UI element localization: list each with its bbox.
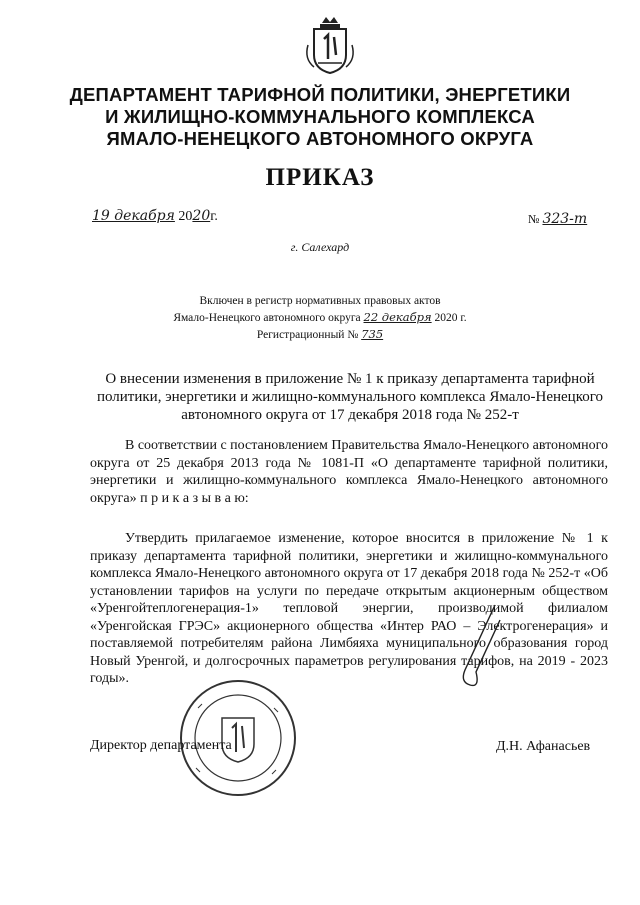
date-year-suffix: 20 [192,208,211,224]
date-day-month: 19 декабря [92,208,175,224]
body-paragraph-1 [90,437,608,507]
number-prefix: № [528,212,540,226]
registry-number-label: Регистрационный № [256,329,359,341]
city: г. Салехард [290,240,350,254]
paragraph-1-text: В соответствии с постановлением Правительства Ямало-Ненецкого автономного округа от 25 декабря 2013 года № 1081-П «О департаменте тарифной политики, энергетики и жилищно-коммунального комплекса Ямало-Ненецкого автономного округа» п р и к а з ы в а ю: [90,438,608,506]
registry-line-3 [0,326,640,343]
registry-block [0,293,640,343]
date-g: г. [210,209,218,224]
registry-date: 22 декабря [363,310,432,324]
registry-line-2-prefix: Ямало-Ненецкого автономного округа [173,312,361,324]
registry-line-1: Включен в регистр нормативных правовых актов [199,295,441,307]
registry-line-2-suffix: 2020 г. [434,312,467,324]
document-date [92,208,218,225]
number-value: 323-т [542,211,588,227]
document-number [528,211,587,227]
department-line-1: ДЕПАРТАМЕНТ ТАРИФНОЙ ПОЛИТИКИ, ЭНЕРГЕТИКИ [69,84,571,105]
paragraph-2-text: Утвердить прилагаемое изменение, которое вносится в приложение № 1 к приказу департамента тарифной политики, энергетики и жилищно-коммунального комплекса Ямало-Ненецкого автономного округа от 17 декабря 2018 года № 252-т «Об установлении тарифов на услуги по передаче открытым акционерным обществом «Уренгойтеплогенерация-1» тепловой энергии, производимой филиалом «Уренгойская ГРЭС» акционерного общества «Интер РАО – Электрогенерация» и поставляемой потребителям района Лимбяяха муниципального образования город Новый Уренгой, и долгосрочных параметров регулирования тарифов, на 2019 - 2023 годы». [90,531,608,686]
department-heading [0,84,640,150]
signatory-name: Д.Н. Афанасьев [496,739,591,754]
document-type: ПРИКАЗ [265,164,375,191]
department-line-3: ЯМАЛО-НЕНЕЦКОГО АВТОНОМНОГО ОКРУГА [106,128,534,149]
handwritten-signature [440,600,520,700]
signatory-position: Директор департамента [90,738,232,753]
coat-of-arms-icon [300,15,360,77]
registry-line-2 [0,309,640,326]
registry-number: 735 [361,327,384,341]
document-title: О внесении изменения в приложение № 1 к приказу департамента тарифной политики, энергетики и жилищно-коммунального комплекса Ямало-Ненецкого автономного округа от 17 декабря 2018 года № 252-т [96,371,604,423]
date-year-prefix: 20 [178,209,193,224]
body-paragraph-2 [90,530,608,688]
department-line-2: И ЖИЛИЩНО-КОММУНАЛЬНОГО КОМПЛЕКСА [105,106,535,127]
